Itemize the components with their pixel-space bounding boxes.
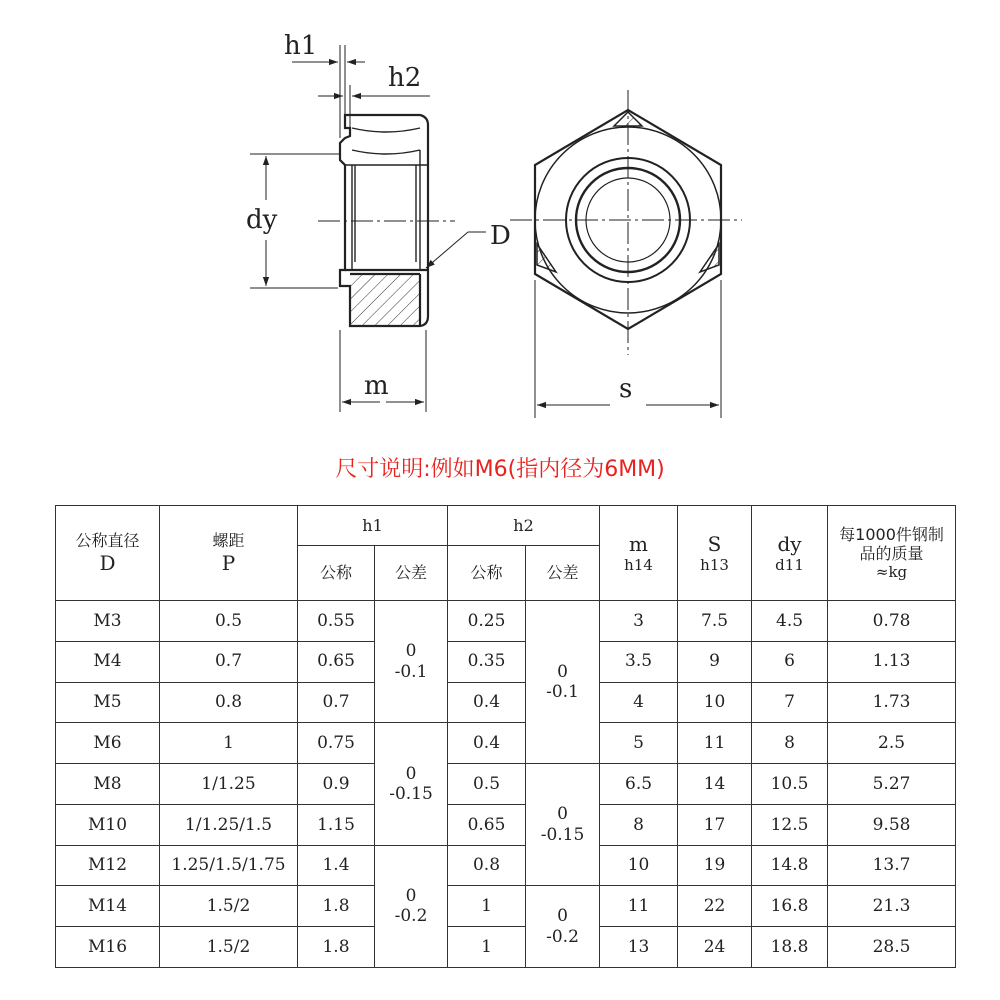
- nut-drawing: [0, 0, 1000, 445]
- cell-mass: 2.5: [828, 723, 956, 764]
- cell-h2-nominal: 0.65: [448, 804, 526, 845]
- cell-h1-nominal: 1.15: [298, 804, 375, 845]
- cell-h1-tolerance-upper: 0: [405, 763, 417, 784]
- header-h2: h2: [448, 506, 600, 546]
- cell-mass: 21.3: [828, 886, 956, 927]
- cell-pitch: 1: [160, 723, 298, 764]
- cell-mass: 28.5: [828, 927, 956, 968]
- header-pitch: [160, 506, 298, 601]
- cell-s: 14: [678, 764, 752, 805]
- cell-s: 22: [678, 886, 752, 927]
- cell-dy: 18.8: [752, 927, 828, 968]
- cell-pitch: 0.5: [160, 601, 298, 642]
- cell-nominal-d: M4: [56, 641, 160, 682]
- cell-h2-tolerance: [526, 601, 600, 764]
- header-s-tol: h13: [700, 556, 729, 574]
- cell-h1-tolerance-lower: -0.2: [394, 906, 428, 927]
- cell-h1-nominal: 0.65: [298, 641, 375, 682]
- cell-pitch: 1/1.25/1.5: [160, 804, 298, 845]
- header-dy: [752, 506, 828, 601]
- spec-table-body: [56, 601, 956, 968]
- cell-h2-nominal: 0.8: [448, 845, 526, 886]
- cell-s: 24: [678, 927, 752, 968]
- cell-m: 4: [600, 682, 678, 723]
- header-p-cn: 螺距: [212, 531, 245, 551]
- cell-h1-nominal: 1.8: [298, 886, 375, 927]
- cell-mass: 0.78: [828, 601, 956, 642]
- cell-h2-tolerance-upper: 0: [557, 906, 568, 927]
- header-h1-tolerance: 公差: [375, 546, 448, 601]
- cell-h2-nominal: 1: [448, 886, 526, 927]
- table-row: [56, 804, 956, 845]
- cell-h1-nominal: 0.75: [298, 723, 375, 764]
- cell-h1-tolerance: [375, 845, 448, 967]
- cell-nominal-d: M16: [56, 927, 160, 968]
- cell-dy: 10.5: [752, 764, 828, 805]
- cell-pitch: 1.25/1.5/1.75: [160, 845, 298, 886]
- cell-h2-nominal: 1: [448, 927, 526, 968]
- cell-nominal-d: M6: [56, 723, 160, 764]
- cell-nominal-d: M8: [56, 764, 160, 805]
- cell-h2-nominal: 0.25: [448, 601, 526, 642]
- side-view: [318, 115, 455, 326]
- top-view: [510, 90, 742, 355]
- cell-dy: 12.5: [752, 804, 828, 845]
- cell-mass: 13.7: [828, 845, 956, 886]
- header-mass-line1: 每1000件钢制: [839, 524, 944, 544]
- cell-h2-tolerance-lower: -0.15: [540, 824, 585, 845]
- cell-m: 13: [600, 927, 678, 968]
- cell-m: 5: [600, 723, 678, 764]
- table-row: [56, 764, 956, 805]
- cell-h1-nominal: 0.7: [298, 682, 375, 723]
- header-m-sym: m: [629, 532, 649, 556]
- cell-s: 7.5: [678, 601, 752, 642]
- cell-h1-nominal: 1.4: [298, 845, 375, 886]
- cell-nominal-d: M5: [56, 682, 160, 723]
- table-row: [56, 927, 956, 968]
- cell-s: 11: [678, 723, 752, 764]
- table-row: [56, 641, 956, 682]
- h2-label: h2: [388, 63, 422, 93]
- cell-pitch: 1/1.25: [160, 764, 298, 805]
- cell-dy: 4.5: [752, 601, 828, 642]
- cell-pitch: 1.5/2: [160, 886, 298, 927]
- cell-m: 6.5: [600, 764, 678, 805]
- header-s-sym: S: [707, 532, 722, 556]
- cell-dy: 6: [752, 641, 828, 682]
- cell-h2-tolerance: [526, 764, 600, 886]
- header-d-cn: 公称直径: [75, 531, 140, 551]
- cell-dy: 7: [752, 682, 828, 723]
- cell-nominal-d: M12: [56, 845, 160, 886]
- header-mass-unit: ≈kg: [875, 563, 908, 582]
- cell-h2-tolerance-upper: 0: [557, 804, 568, 825]
- cell-s: 19: [678, 845, 752, 886]
- table-row: [56, 845, 956, 886]
- cell-pitch: 0.7: [160, 641, 298, 682]
- cell-h1-tolerance-lower: -0.1: [394, 661, 428, 682]
- cell-h2-nominal: 0.35: [448, 641, 526, 682]
- header-h2-nominal: 公称: [448, 546, 526, 601]
- cell-h2-nominal: 0.4: [448, 723, 526, 764]
- cell-s: 9: [678, 641, 752, 682]
- header-mass: [828, 506, 956, 601]
- table-row: [56, 886, 956, 927]
- cell-m: 11: [600, 886, 678, 927]
- cell-m: 3: [600, 601, 678, 642]
- cell-mass: 9.58: [828, 804, 956, 845]
- cell-h1-nominal: 0.55: [298, 601, 375, 642]
- cell-mass: 1.73: [828, 682, 956, 723]
- cell-nominal-d: M10: [56, 804, 160, 845]
- cell-nominal-d: M3: [56, 601, 160, 642]
- table-row: [56, 682, 956, 723]
- dy-label: dy: [246, 205, 278, 235]
- header-h2-tolerance: 公差: [526, 546, 600, 601]
- cell-s: 10: [678, 682, 752, 723]
- cell-mass: 5.27: [828, 764, 956, 805]
- header-d-sym: D: [99, 550, 116, 575]
- cell-h2-tolerance-upper: 0: [557, 661, 568, 682]
- header-dy-sym: dy: [777, 532, 802, 556]
- cell-h1-tolerance-upper: 0: [405, 641, 417, 662]
- header-dy-tol: d11: [775, 556, 804, 574]
- spec-table: [55, 505, 956, 968]
- cell-h1-nominal: 1.8: [298, 927, 375, 968]
- d-leader: [426, 232, 486, 268]
- table-row: [56, 723, 956, 764]
- cell-dy: 16.8: [752, 886, 828, 927]
- d-label: D: [490, 221, 511, 251]
- m-label: m: [364, 371, 389, 401]
- cell-nominal-d: M14: [56, 886, 160, 927]
- cell-h2-nominal: 0.5: [448, 764, 526, 805]
- header-h1-nominal: 公称: [298, 546, 375, 601]
- cell-mass: 1.13: [828, 641, 956, 682]
- cell-h1-nominal: 0.9: [298, 764, 375, 805]
- cell-m: 8: [600, 804, 678, 845]
- cell-h1-tolerance-upper: 0: [405, 885, 417, 906]
- header-m: [600, 506, 678, 601]
- h1-label: h1: [284, 31, 318, 61]
- header-nominal-diameter: [56, 506, 160, 601]
- cell-h2-nominal: 0.4: [448, 682, 526, 723]
- header-h1: h1: [298, 506, 448, 546]
- cell-s: 17: [678, 804, 752, 845]
- cell-h2-tolerance-lower: -0.2: [546, 926, 579, 947]
- cell-h1-tolerance: [375, 723, 448, 845]
- cell-h2-tolerance: [526, 886, 600, 968]
- cell-dy: 8: [752, 723, 828, 764]
- cell-h2-tolerance-lower: -0.1: [546, 682, 579, 703]
- s-label: s: [619, 374, 633, 404]
- header-s: [678, 506, 752, 601]
- cell-m: 10: [600, 845, 678, 886]
- cell-pitch: 1.5/2: [160, 927, 298, 968]
- table-row: [56, 601, 956, 642]
- header-p-sym: P: [221, 550, 236, 575]
- cell-m: 3.5: [600, 641, 678, 682]
- cell-h1-tolerance-lower: -0.15: [389, 783, 433, 804]
- size-note-caption: 尺寸说明:例如M6(指内径为6MM): [335, 457, 665, 482]
- cell-dy: 14.8: [752, 845, 828, 886]
- cell-h1-tolerance: [375, 601, 448, 723]
- header-mass-line2: 品的质量: [859, 544, 924, 563]
- header-m-tol: h14: [624, 556, 653, 574]
- cell-pitch: 0.8: [160, 682, 298, 723]
